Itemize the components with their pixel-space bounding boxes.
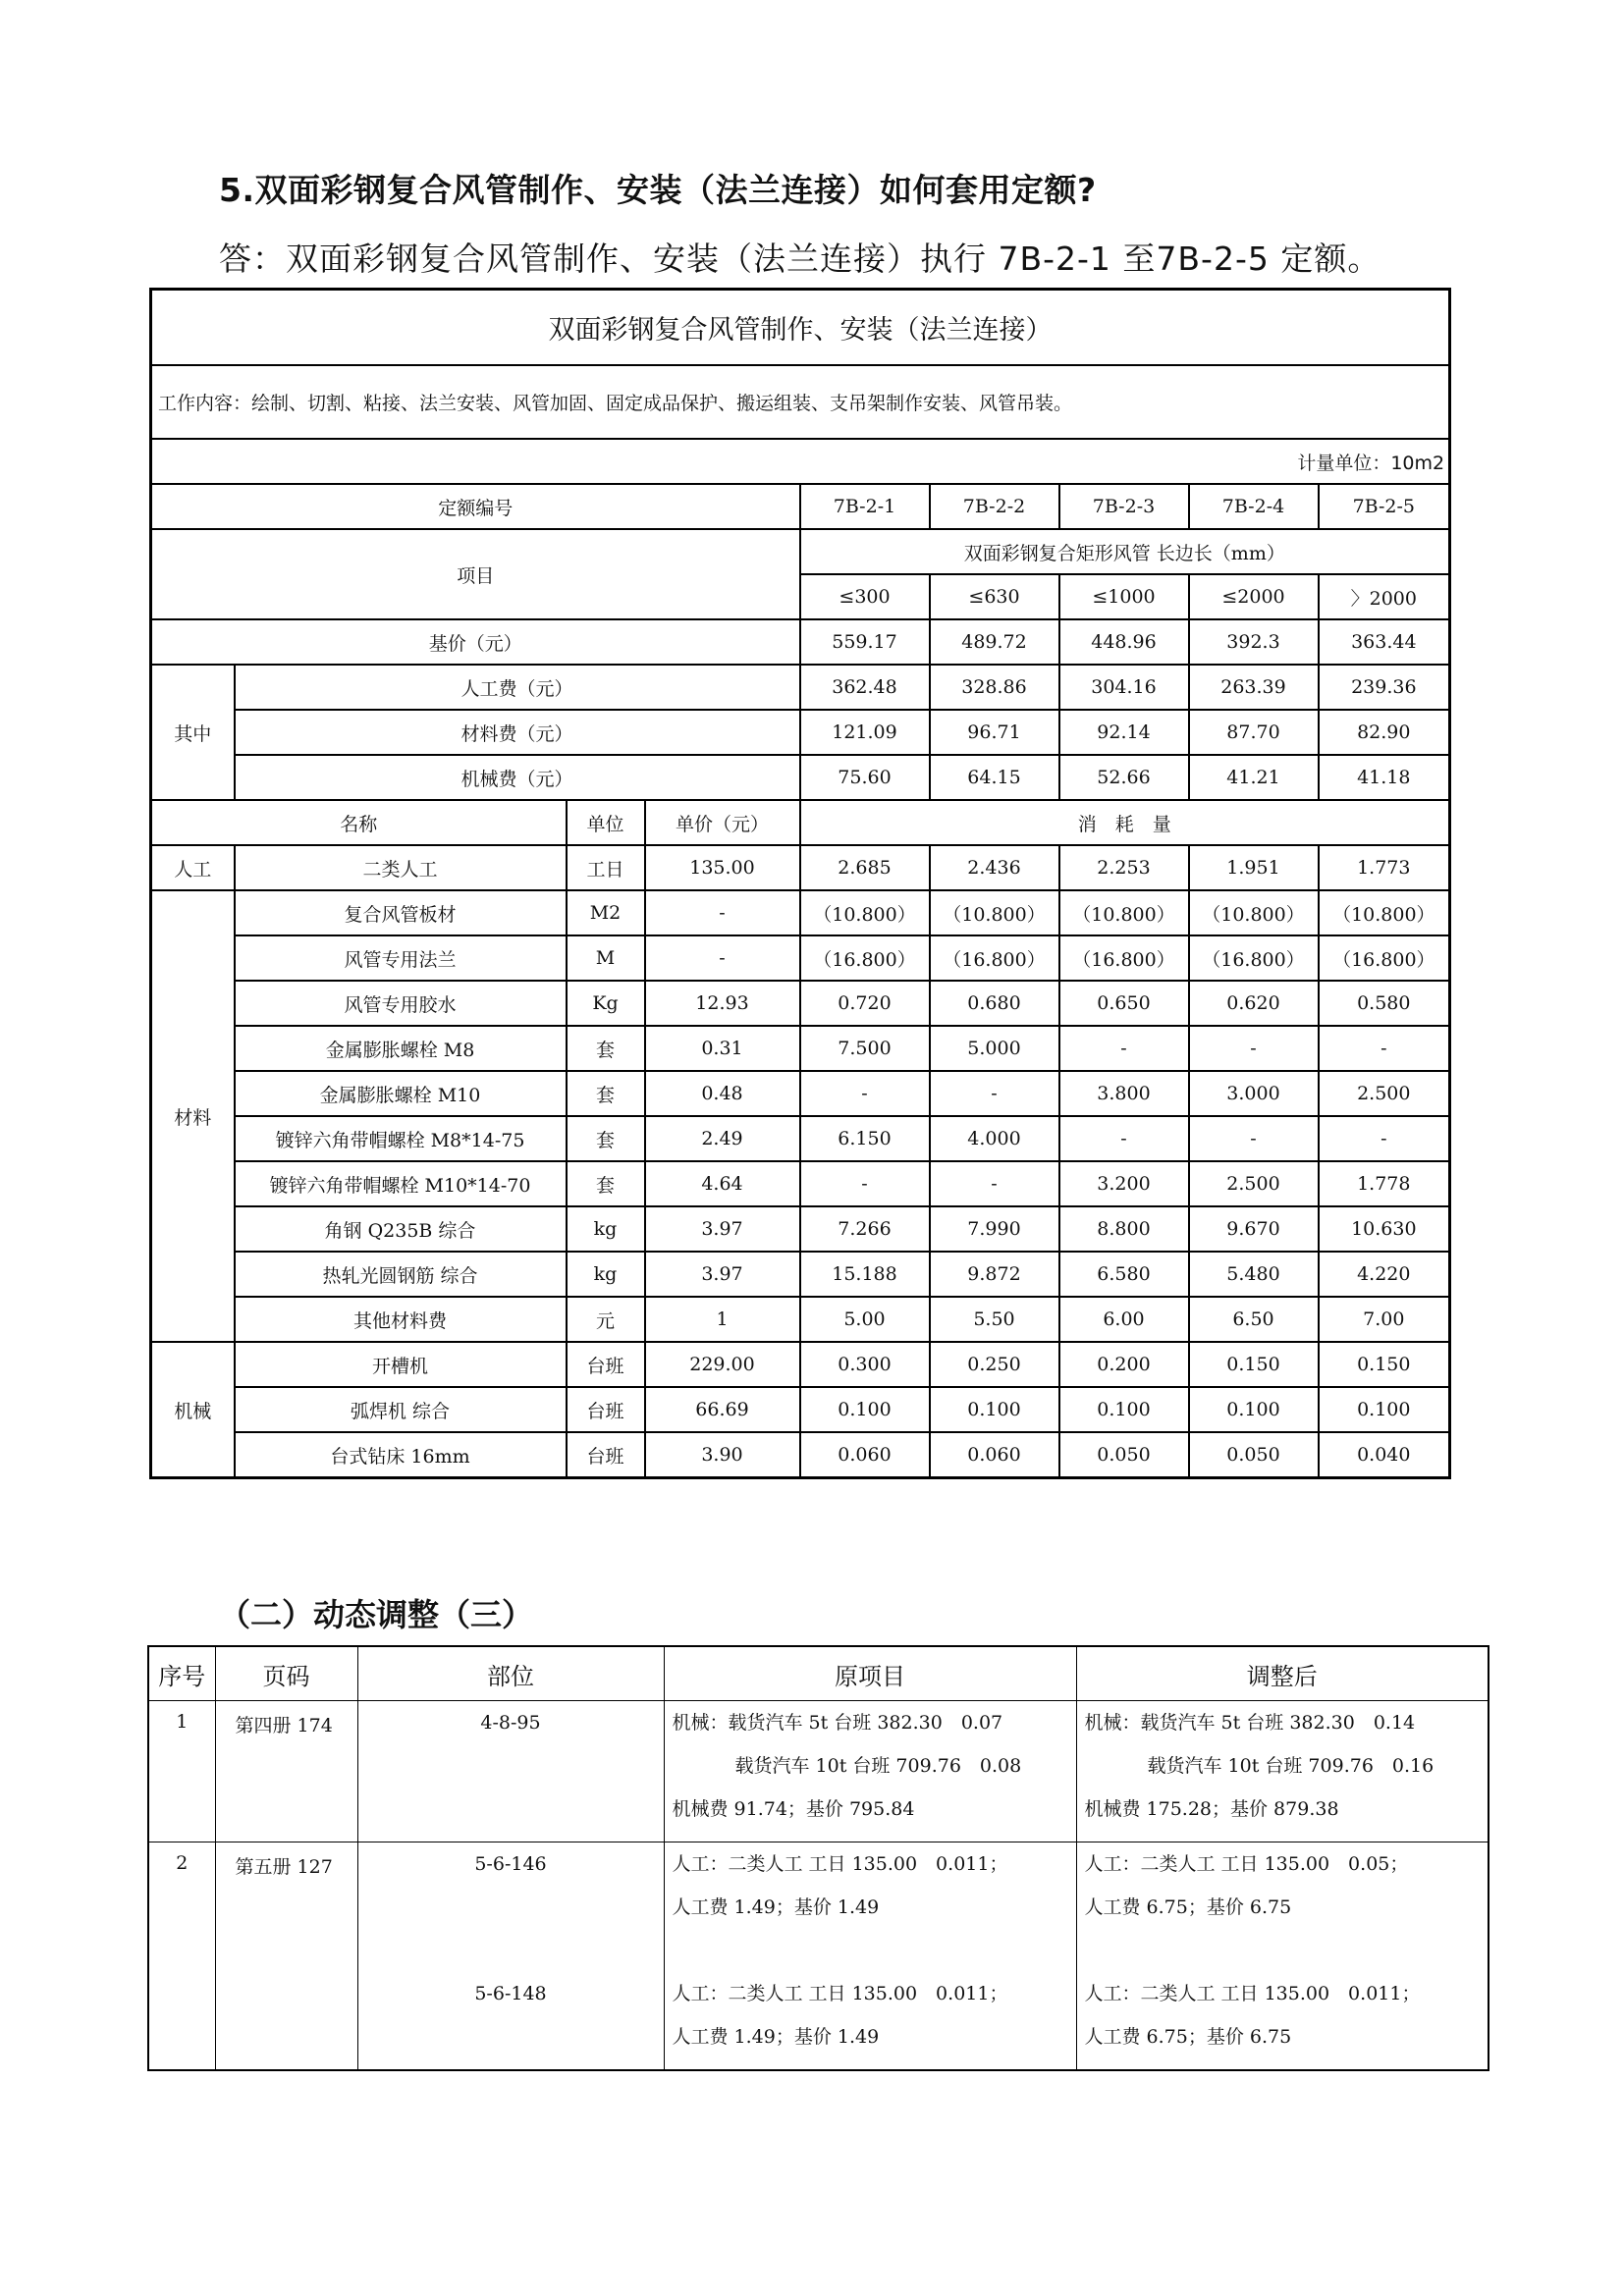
adjust-page: 第五册 127 xyxy=(215,1842,357,2071)
consumption-row xyxy=(151,935,1450,981)
original-line: 机械费 91.74；基价 795.84 xyxy=(672,1798,915,1820)
consumption-value: （16.800） xyxy=(1189,935,1319,981)
cost-value: 64.15 xyxy=(930,755,1059,800)
consumption-value: 0.040 xyxy=(1319,1432,1450,1478)
cost-value: 75.60 xyxy=(800,755,930,800)
adjusted-line: 机械：载货汽车 5t 台班 382.30 0.14 xyxy=(1084,1712,1416,1734)
consumption-value: 6.580 xyxy=(1059,1252,1189,1297)
consumption-value: 5.480 xyxy=(1189,1252,1319,1297)
resource-price: 0.31 xyxy=(645,1026,800,1071)
consumption-row xyxy=(151,1206,1450,1252)
resource-price: 3.97 xyxy=(645,1206,800,1252)
consumption-value: 0.200 xyxy=(1059,1342,1189,1387)
resource-price: 135.00 xyxy=(645,845,800,890)
consumption-value: 0.580 xyxy=(1319,981,1450,1026)
consumption-value: （10.800） xyxy=(1319,890,1450,935)
consumption-value: 0.100 xyxy=(800,1387,930,1432)
cost-breakdown-row xyxy=(151,755,1450,800)
cost-value: 362.48 xyxy=(800,665,930,710)
original-line: 人工：二类人工 工日 135.00 0.011； xyxy=(672,1853,1008,1875)
consumption-value: 0.150 xyxy=(1189,1342,1319,1387)
consumption-value: 0.720 xyxy=(800,981,930,1026)
consumption-value: 3.800 xyxy=(1059,1071,1189,1116)
resource-name: 风管专用法兰 xyxy=(235,935,567,981)
consumption-row xyxy=(151,1297,1450,1342)
consumption-row xyxy=(151,1026,1450,1071)
consumption-value: 1.773 xyxy=(1319,845,1450,890)
work-content: 工作内容：绘制、切割、粘接、法兰安装、风管加固、固定成品保护、搬运组装、支吊架制作安装、风管吊装。 xyxy=(151,365,1450,439)
consumption-value: 0.100 xyxy=(930,1387,1059,1432)
consumption-value: 9.670 xyxy=(1189,1206,1319,1252)
adjustment-table xyxy=(147,1645,1489,2071)
consumption-value: 0.100 xyxy=(1189,1387,1319,1432)
consumption-value: 2.500 xyxy=(1189,1161,1319,1206)
consumption-value: （16.800） xyxy=(800,935,930,981)
cost-breakdown-row xyxy=(151,665,1450,710)
consumption-value: - xyxy=(930,1161,1059,1206)
code-label: 定额编号 xyxy=(151,484,800,529)
resource-unit: M2 xyxy=(567,890,645,935)
consumption-row xyxy=(151,1252,1450,1297)
original-line: 人工费 1.49；基价 1.49 xyxy=(672,1896,880,1918)
resource-name: 风管专用胶水 xyxy=(235,981,567,1026)
consumption-value: 0.300 xyxy=(800,1342,930,1387)
measure-unit: 计量单位：10m2 xyxy=(151,439,1450,484)
consumption-row xyxy=(151,1342,1450,1387)
size-range: ≤1000 xyxy=(1059,574,1189,619)
consumption-value: （10.800） xyxy=(800,890,930,935)
group-label: 材料 xyxy=(151,890,235,1342)
size-range: ≤300 xyxy=(800,574,930,619)
base-price: 363.44 xyxy=(1319,619,1450,665)
resource-price: 3.90 xyxy=(645,1432,800,1478)
adjust-original xyxy=(664,1842,1076,2071)
consumption-value: 0.060 xyxy=(800,1432,930,1478)
consumption-value: （10.800） xyxy=(1059,890,1189,935)
adjusted-line: 载货汽车 10t 台班 709.76 0.16 xyxy=(1147,1755,1435,1777)
adjust-page: 第四册 174 xyxy=(215,1701,357,1842)
quota-code: 7B-2-4 xyxy=(1189,484,1319,529)
original-line: 载货汽车 10t 台班 709.76 0.08 xyxy=(734,1755,1022,1777)
original-line: 机械：载货汽车 5t 台班 382.30 0.07 xyxy=(672,1712,1003,1734)
resource-price: - xyxy=(645,890,800,935)
quota-code: 7B-2-3 xyxy=(1059,484,1189,529)
consumption-value: 3.000 xyxy=(1189,1071,1319,1116)
resource-name: 其他材料费 xyxy=(235,1297,567,1342)
quota-table-title: 双面彩钢复合风管制作、安装（法兰连接） xyxy=(151,290,1450,366)
consumption-value: 3.200 xyxy=(1059,1161,1189,1206)
adjust-header: 序号 xyxy=(148,1646,215,1701)
consumption-value: - xyxy=(1059,1026,1189,1071)
consumption-value: 6.150 xyxy=(800,1116,930,1161)
cost-value: 263.39 xyxy=(1189,665,1319,710)
of-which-label: 其中 xyxy=(151,665,235,800)
item-description: 双面彩钢复合矩形风管 长边长（mm） xyxy=(800,529,1450,574)
consumption-value: - xyxy=(1189,1116,1319,1161)
consumption-value: 2.253 xyxy=(1059,845,1189,890)
cost-value: 82.90 xyxy=(1319,710,1450,755)
cost-value: 52.66 xyxy=(1059,755,1189,800)
adjust-row xyxy=(148,1701,1489,1842)
consumption-value: 1.778 xyxy=(1319,1161,1450,1206)
adjusted-line: 人工费 6.75；基价 6.75 xyxy=(1084,2026,1292,2048)
consumption-value: 4.220 xyxy=(1319,1252,1450,1297)
consumption-row xyxy=(151,1432,1450,1478)
header-unit: 单位 xyxy=(567,800,645,845)
consumption-row xyxy=(151,1116,1450,1161)
original-line: 人工费 1.49；基价 1.49 xyxy=(672,2026,880,2048)
question-title: 5.双面彩钢复合风管制作、安装（法兰连接）如何套用定额? xyxy=(219,171,1097,209)
cost-value: 121.09 xyxy=(800,710,930,755)
cost-breakdown-row xyxy=(151,710,1450,755)
resource-name: 镀锌六角带帽螺栓 M8*14-75 xyxy=(235,1116,567,1161)
consumption-value: 6.50 xyxy=(1189,1297,1319,1342)
question-answer: 答：双面彩钢复合风管制作、安装（法兰连接）执行 7B-2-1 至7B-2-5 定额。 xyxy=(219,240,1381,278)
consumption-value: 4.000 xyxy=(930,1116,1059,1161)
resource-price: 229.00 xyxy=(645,1342,800,1387)
adjust-original xyxy=(664,1701,1076,1842)
base-price: 489.72 xyxy=(930,619,1059,665)
cost-label: 人工费（元） xyxy=(235,665,800,710)
adjust-result xyxy=(1076,1842,1489,2071)
section-title: （二）动态调整（三） xyxy=(219,1596,534,1633)
consumption-value: 1.951 xyxy=(1189,845,1319,890)
resource-name: 金属膨胀螺栓 M8 xyxy=(235,1026,567,1071)
consumption-row xyxy=(151,845,1450,890)
resource-name: 弧焊机 综合 xyxy=(235,1387,567,1432)
group-label: 人工 xyxy=(151,845,235,890)
size-range: ≤630 xyxy=(930,574,1059,619)
consumption-value: - xyxy=(1189,1026,1319,1071)
adjust-header: 部位 xyxy=(357,1646,664,1701)
quota-code: 7B-2-5 xyxy=(1319,484,1450,529)
adjusted-line: 人工：二类人工 工日 135.00 0.011； xyxy=(1084,1983,1421,2004)
consumption-row xyxy=(151,1387,1450,1432)
resource-name: 角钢 Q235B 综合 xyxy=(235,1206,567,1252)
cost-value: 96.71 xyxy=(930,710,1059,755)
size-range: 〉2000 xyxy=(1319,574,1450,619)
resource-price: 3.97 xyxy=(645,1252,800,1297)
resource-price: 1 xyxy=(645,1297,800,1342)
base-price: 559.17 xyxy=(800,619,930,665)
adjust-no: 1 xyxy=(148,1701,215,1842)
size-range: ≤2000 xyxy=(1189,574,1319,619)
base-price-label: 基价（元） xyxy=(151,619,800,665)
consumption-value: 5.50 xyxy=(930,1297,1059,1342)
consumption-value: - xyxy=(1059,1116,1189,1161)
resource-unit: Kg xyxy=(567,981,645,1026)
adjust-header: 页码 xyxy=(215,1646,357,1701)
adjusted-line: 机械费 175.28；基价 879.38 xyxy=(1084,1798,1339,1820)
consumption-value: 10.630 xyxy=(1319,1206,1450,1252)
consumption-value: 0.150 xyxy=(1319,1342,1450,1387)
consumption-row xyxy=(151,1071,1450,1116)
resource-unit: 台班 xyxy=(567,1432,645,1478)
header-price: 单价（元） xyxy=(645,800,800,845)
adjust-result xyxy=(1076,1701,1489,1842)
consumption-value: 2.500 xyxy=(1319,1071,1450,1116)
consumption-value: 9.872 xyxy=(930,1252,1059,1297)
cost-value: 239.36 xyxy=(1319,665,1450,710)
consumption-value: 2.685 xyxy=(800,845,930,890)
resource-unit: 元 xyxy=(567,1297,645,1342)
resource-name: 金属膨胀螺栓 M10 xyxy=(235,1071,567,1116)
consumption-value: 6.00 xyxy=(1059,1297,1189,1342)
cost-value: 328.86 xyxy=(930,665,1059,710)
consumption-value: 7.00 xyxy=(1319,1297,1450,1342)
resource-name: 开槽机 xyxy=(235,1342,567,1387)
resource-name: 二类人工 xyxy=(235,845,567,890)
consumption-value: 0.250 xyxy=(930,1342,1059,1387)
cost-value: 41.21 xyxy=(1189,755,1319,800)
consumption-value: 5.000 xyxy=(930,1026,1059,1071)
consumption-value: 7.500 xyxy=(800,1026,930,1071)
consumption-value: 8.800 xyxy=(1059,1206,1189,1252)
consumption-value: - xyxy=(930,1071,1059,1116)
resource-name: 台式钻床 16mm xyxy=(235,1432,567,1478)
cost-value: 304.16 xyxy=(1059,665,1189,710)
resource-unit: 套 xyxy=(567,1071,645,1116)
adjust-header: 原项目 xyxy=(664,1646,1076,1701)
consumption-value: 0.100 xyxy=(1059,1387,1189,1432)
consumption-row xyxy=(151,981,1450,1026)
resource-price: 0.48 xyxy=(645,1071,800,1116)
consumption-value: （16.800） xyxy=(930,935,1059,981)
part-code: 4-8-95 xyxy=(480,1712,541,1734)
adjusted-line: 人工：二类人工 工日 135.00 0.05； xyxy=(1084,1853,1409,1875)
cost-value: 87.70 xyxy=(1189,710,1319,755)
resource-unit: kg xyxy=(567,1252,645,1297)
item-label: 项目 xyxy=(151,529,800,619)
adjusted-line: 人工费 6.75；基价 6.75 xyxy=(1084,1896,1292,1918)
resource-unit: 台班 xyxy=(567,1342,645,1387)
consumption-value: 5.00 xyxy=(800,1297,930,1342)
resource-price: 12.93 xyxy=(645,981,800,1026)
consumption-value: （16.800） xyxy=(1319,935,1450,981)
part-code: 5-6-146 xyxy=(474,1853,547,1875)
consumption-value: 15.188 xyxy=(800,1252,930,1297)
consumption-value: 0.680 xyxy=(930,981,1059,1026)
group-label: 机械 xyxy=(151,1342,235,1478)
consumption-row xyxy=(151,890,1450,935)
resource-unit: M xyxy=(567,935,645,981)
consumption-value: （10.800） xyxy=(930,890,1059,935)
resource-price: - xyxy=(645,935,800,981)
resource-unit: kg xyxy=(567,1206,645,1252)
cost-label: 材料费（元） xyxy=(235,710,800,755)
consumption-value: - xyxy=(800,1071,930,1116)
header-name: 名称 xyxy=(151,800,567,845)
original-line: 人工：二类人工 工日 135.00 0.011； xyxy=(672,1983,1008,2004)
adjust-part xyxy=(357,1701,664,1842)
part-code: 5-6-148 xyxy=(474,1983,547,2004)
quota-code: 7B-2-2 xyxy=(930,484,1059,529)
adjust-header: 调整后 xyxy=(1076,1646,1489,1701)
resource-unit: 工日 xyxy=(567,845,645,890)
resource-price: 2.49 xyxy=(645,1116,800,1161)
base-price: 392.3 xyxy=(1189,619,1319,665)
consumption-value: （16.800） xyxy=(1059,935,1189,981)
consumption-value: （10.800） xyxy=(1189,890,1319,935)
consumption-value: 0.620 xyxy=(1189,981,1319,1026)
resource-unit: 台班 xyxy=(567,1387,645,1432)
consumption-value: 0.050 xyxy=(1059,1432,1189,1478)
cost-value: 41.18 xyxy=(1319,755,1450,800)
consumption-value: - xyxy=(800,1161,930,1206)
consumption-value: 2.436 xyxy=(930,845,1059,890)
base-price: 448.96 xyxy=(1059,619,1189,665)
resource-name: 复合风管板材 xyxy=(235,890,567,935)
resource-price: 66.69 xyxy=(645,1387,800,1432)
header-consumption: 消 耗 量 xyxy=(800,800,1450,845)
consumption-value: 7.266 xyxy=(800,1206,930,1252)
cost-label: 机械费（元） xyxy=(235,755,800,800)
adjust-row xyxy=(148,1842,1489,2071)
consumption-value: 0.650 xyxy=(1059,981,1189,1026)
consumption-value: 0.100 xyxy=(1319,1387,1450,1432)
consumption-value: 0.060 xyxy=(930,1432,1059,1478)
resource-unit: 套 xyxy=(567,1161,645,1206)
resource-name: 镀锌六角带帽螺栓 M10*14-70 xyxy=(235,1161,567,1206)
consumption-value: - xyxy=(1319,1116,1450,1161)
consumption-row xyxy=(151,1161,1450,1206)
consumption-value: 7.990 xyxy=(930,1206,1059,1252)
quota-code: 7B-2-1 xyxy=(800,484,930,529)
cost-value: 92.14 xyxy=(1059,710,1189,755)
resource-price: 4.64 xyxy=(645,1161,800,1206)
consumption-value: - xyxy=(1319,1026,1450,1071)
adjust-part xyxy=(357,1842,664,2071)
consumption-value: 0.050 xyxy=(1189,1432,1319,1478)
adjust-no: 2 xyxy=(148,1842,215,2071)
resource-unit: 套 xyxy=(567,1026,645,1071)
quota-table xyxy=(149,288,1451,1479)
consumption-header-row xyxy=(151,800,1450,845)
resource-unit: 套 xyxy=(567,1116,645,1161)
resource-name: 热轧光圆钢筋 综合 xyxy=(235,1252,567,1297)
